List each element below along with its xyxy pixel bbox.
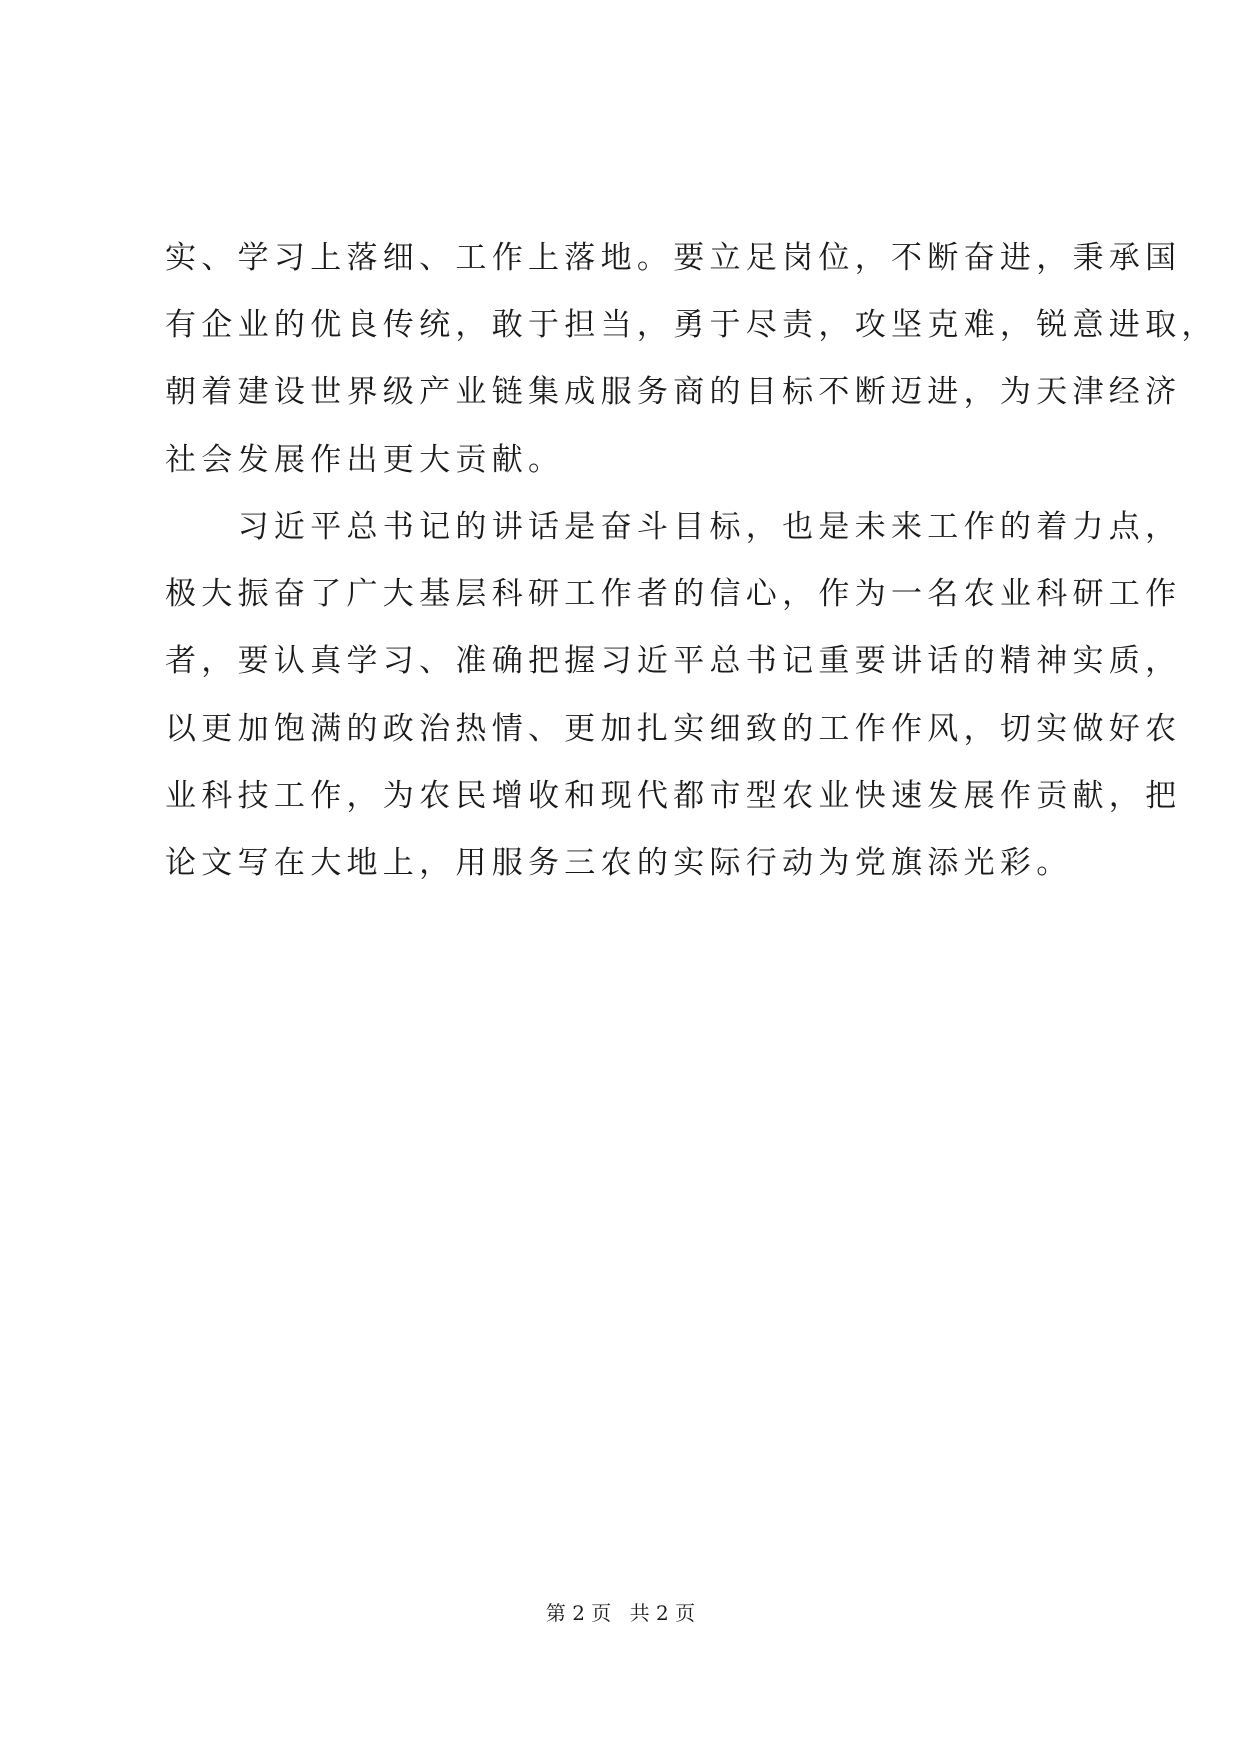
paragraph-line: 朝着建设世界级产业链集成服务商的目标不断迈进，为天津经济 [165, 374, 1182, 410]
paragraph-line: 有企业的优良传统，敢于担当，勇于尽责，攻坚克难，锐意进取， [165, 307, 1218, 343]
page-number: 第 2 页 [545, 1601, 612, 1625]
paragraph-line: 社会发展作出更大贡献。 [165, 442, 565, 478]
paragraph-line: 以更加饱满的政治热情、更加扎实细致的工作作风，切实做好农 [165, 711, 1182, 747]
paragraph-line: 极大振奋了广大基层科研工作者的信心，作为一名农业科研工作 [165, 576, 1182, 612]
paragraph-line: 者，要认真学习、准确把握习近平总书记重要讲话的精神实质， [165, 643, 1182, 679]
page-total: 共 2 页 [629, 1601, 696, 1625]
paragraph-line: 论文写在大地上，用服务三农的实际行动为党旗添光彩。 [165, 845, 1073, 881]
paragraph-line: 实、学习上落细、工作上落地。要立足岗位，不断奋进，秉承国 [165, 240, 1182, 276]
page-footer [0, 1600, 1241, 1626]
paragraph-line: 习近平总书记的讲话是奋斗目标，也是未来工作的着力点， [165, 509, 1182, 545]
paragraph-line: 业科技工作，为农民增收和现代都市型农业快速发展作贡献，把 [165, 778, 1182, 814]
